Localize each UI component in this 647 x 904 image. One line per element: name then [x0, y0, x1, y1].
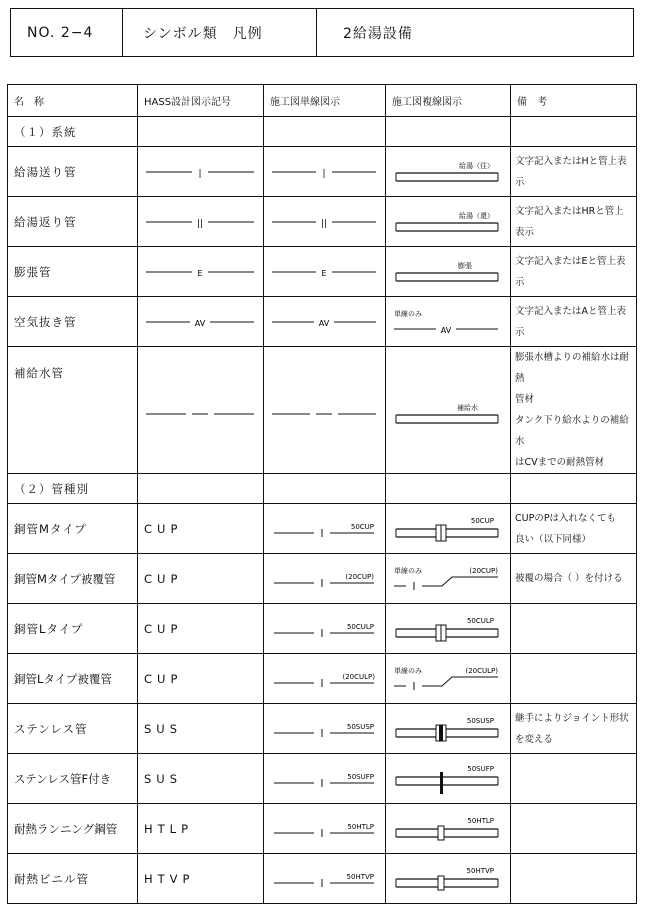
note-text: [511, 604, 637, 654]
hass-symbol: [138, 297, 264, 347]
note-text: [511, 754, 637, 804]
section-row: [8, 117, 637, 147]
hass-symbol: [138, 197, 264, 247]
pipe-spec: 50SUSP: [466, 716, 494, 725]
col-single-header: 施工図単線図示: [264, 85, 386, 117]
single-line-symbol: [264, 297, 386, 347]
pipe-spec: 50CUP: [350, 522, 374, 531]
table-row: [8, 754, 637, 804]
single-line-symbol: [264, 347, 386, 474]
table-row: [8, 197, 637, 247]
pipe-spec: (20CULP): [465, 666, 498, 675]
pipe-spec: 50SUFP: [347, 772, 374, 781]
line-mark: |: [198, 168, 202, 179]
line-mark: E: [321, 268, 327, 278]
pipe-label: 給湯（往）: [459, 161, 494, 170]
line-mark: ||: [196, 218, 204, 229]
pipe-code: CUP: [138, 604, 264, 654]
double-line-symbol: [386, 704, 511, 754]
line-mark: ||: [320, 218, 328, 229]
sheet-header: [10, 8, 634, 57]
single-line-symbol: [264, 704, 386, 754]
double-line-symbol: [386, 854, 511, 904]
pipe-name: ステンレス管: [8, 704, 138, 754]
pipe-label: 膨張: [458, 261, 472, 270]
pipe-name: 銅管Lタイプ被覆管: [8, 654, 138, 704]
pipe-spec: 50HTVP: [466, 866, 494, 875]
double-line-symbol: [386, 804, 511, 854]
pipe-label: 給湯（還）: [459, 211, 494, 220]
note-line: を変える: [515, 733, 554, 745]
single-line-symbol: [264, 247, 386, 297]
pipe-code: HTLP: [138, 804, 264, 854]
pipe-spec: 50HTLP: [467, 816, 494, 825]
table-row: [8, 804, 637, 854]
single-line-symbol: [264, 804, 386, 854]
pipe-code: CUP: [138, 504, 264, 554]
note-cell: [511, 504, 637, 554]
section-row: [8, 474, 637, 504]
single-line-symbol: [264, 504, 386, 554]
pipe-spec: 50CUP: [470, 516, 494, 525]
section-label: （２）管種別: [8, 474, 138, 504]
legend-table: [7, 84, 637, 904]
table-row: [8, 554, 637, 604]
note-text: 文字記入またはAと管上表示: [511, 297, 637, 347]
section-label: （１）系統: [8, 117, 138, 147]
table-row: [8, 504, 637, 554]
pipe-spec: 50HTLP: [347, 822, 374, 831]
note-cell: [511, 347, 637, 474]
pipe-spec: 50SUSP: [346, 722, 374, 731]
double-line-symbol: [386, 554, 511, 604]
hass-symbol: [138, 247, 264, 297]
pipe-label: 補給水: [457, 404, 478, 412]
pipe-code: SUS: [138, 704, 264, 754]
col-hass-header: HASS設計図示記号: [138, 85, 264, 117]
single-line-symbol: [264, 197, 386, 247]
pipe-name: 空気抜き管: [8, 297, 138, 347]
pipe-spec: 50SUFP: [467, 764, 494, 773]
pipe-name: ステンレス管F付き: [8, 754, 138, 804]
table-row: [8, 247, 637, 297]
pipe-name: 銅管Mタイプ被覆管: [8, 554, 138, 604]
double-line-symbol: [386, 504, 511, 554]
single-only-label: 単線のみ: [394, 309, 422, 318]
table-row: [8, 854, 637, 904]
table-row: [8, 347, 637, 474]
sheet-category: シンボル類 凡例: [123, 9, 317, 56]
sheet-number: NO. 2−4: [11, 9, 123, 56]
note-line: 継手によりジョイント形状: [515, 712, 629, 724]
table-row: [8, 604, 637, 654]
single-line-symbol: [264, 754, 386, 804]
line-mark: AV: [194, 318, 206, 328]
double-line-symbol: [386, 247, 511, 297]
double-line-symbol: [386, 654, 511, 704]
pipe-spec: 50CULP: [466, 616, 494, 625]
pipe-name: 耐熱ランニング鋼管: [8, 804, 138, 854]
single-only-label: 単線のみ: [394, 666, 422, 675]
pipe-spec: 50CULP: [346, 622, 374, 631]
single-line-symbol: [264, 554, 386, 604]
col-note-header: 備 考: [511, 85, 637, 117]
pipe-name: 膨張管: [8, 247, 138, 297]
table-row: [8, 147, 637, 197]
single-line-symbol: [264, 854, 386, 904]
note-text: [511, 854, 637, 904]
double-line-symbol: [386, 604, 511, 654]
note-line: 良い（以下同様）: [515, 533, 592, 545]
note-line: はCVまでの耐熱管材: [515, 457, 605, 468]
note-text: 文字記入またはHRと管上表示: [511, 197, 637, 247]
pipe-spec: (20CULP): [342, 672, 375, 681]
pipe-code: CUP: [138, 554, 264, 604]
note-text: 文字記入またはEと管上表示: [511, 247, 637, 297]
hass-symbol: [138, 147, 264, 197]
note-cell: [511, 554, 637, 604]
table-row: [8, 297, 637, 347]
table-row: [8, 704, 637, 754]
col-double-header: 施工図複線図示: [386, 85, 511, 117]
double-line-symbol: [386, 347, 511, 474]
pipe-name: 銅管Lタイプ: [8, 604, 138, 654]
note-line: CUPのPは入れなくても: [515, 512, 617, 524]
pipe-spec: (20CUP): [345, 572, 374, 581]
single-line-symbol: [264, 147, 386, 197]
double-line-symbol: [386, 754, 511, 804]
pipe-spec: 50HTVP: [346, 872, 374, 881]
pipe-code: HTVP: [138, 854, 264, 904]
line-mark: AV: [318, 318, 330, 328]
note-text: 文字記入またはHと管上表示: [511, 147, 637, 197]
pipe-code: CUP: [138, 654, 264, 704]
line-mark: AV: [440, 325, 452, 335]
line-mark: E: [197, 268, 203, 278]
double-line-symbol: [386, 197, 511, 247]
note-line: タンク下り給水よりの補給水: [515, 415, 629, 447]
note-line: 管材: [515, 394, 535, 405]
single-only-label: 単線のみ: [394, 566, 422, 575]
pipe-name: 銅管Mタイプ: [8, 504, 138, 554]
note-cell: [511, 704, 637, 754]
note-text: [511, 654, 637, 704]
single-line-symbol: [264, 654, 386, 704]
sheet-subtitle: 2給湯設備: [343, 25, 413, 42]
table-row: [8, 654, 637, 704]
pipe-spec: (20CUP): [469, 566, 498, 575]
col-name-header: 名 称: [8, 85, 138, 117]
table-header-row: [8, 85, 637, 117]
note-line: 膨張水槽よりの補給水は耐熱: [515, 352, 630, 384]
pipe-code: SUS: [138, 754, 264, 804]
pipe-name: 給湯返り管: [8, 197, 138, 247]
single-line-symbol: [264, 604, 386, 654]
double-line-symbol: [386, 297, 511, 347]
pipe-name: 給湯送り管: [8, 147, 138, 197]
line-mark: |: [322, 168, 326, 179]
note-line: 被覆の場合（ ）を付ける: [515, 573, 623, 584]
double-line-symbol: [386, 147, 511, 197]
pipe-name: 補給水管: [8, 347, 138, 474]
note-text: [511, 804, 637, 854]
hass-symbol: [138, 347, 264, 474]
pipe-name: 耐熱ビニル管: [8, 854, 138, 904]
